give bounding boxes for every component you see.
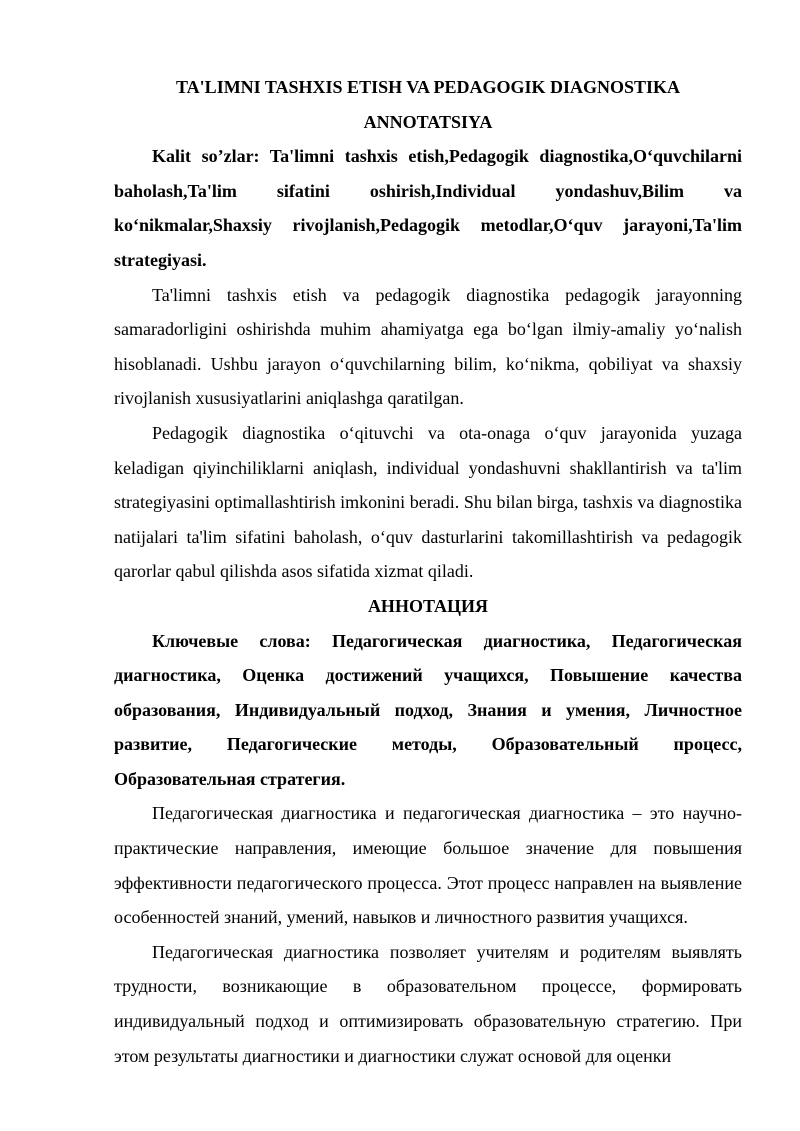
paragraph-uz-2: Pedagogik diagnostika o‘qituvchi va ota-onaga o‘quv jarayonida yuzaga keladigan qiyinchiliklarni aniqlash, individual yondashuvni shakllantirish va ta'lim strategiyasini optimallashtirish imkonini beradi. Shu bilan birga, tashxis va diagnostika natijalari ta'lim sifatini baholash, o‘quv dasturlarini takomillashtirish va pedagogik qarorlar qabul qilishda asos sifatida xizmat qiladi. [114, 422, 742, 582]
paragraph-ru-2: Педагогическая диагностика позволяет учителям и родителям выявлять трудности, возникающие в образовательном процессе, формировать индивидуальный подход и оптимизировать образовательную стратегию. При этом результаты диагностики и диагностики служат основой для оценки [114, 941, 742, 1066]
keywords-ru: Ключевые слова: Педагогическая диагностика, Педагогическая диагностика, Оценка достижений учащихся, Повышение качества образования, Индивидуальный подход, Знания и умения, Личностное развитие, Педагогические методы, Образовательный процесс, Образовательная стратегия. [114, 630, 742, 789]
document-title: TA'LIMNI TASHXIS ETISH VA PEDAGOGIK DIAGNOSTIKA [176, 77, 680, 97]
document-body [114, 70, 742, 1073]
paragraph-uz-1: Ta'limni tashxis etish va pedagogik diagnostika pedagogik jarayonning samaradorligini oshirishda muhim ahamiyatga ega bo‘lgan ilmiy-amaliy yo‘nalish hisoblanadi. Ushbu jarayon o‘quvchilarning bilim, ko‘nikma, qobiliyat va shaxsiy rivojlanish xususiyatlarini aniqlashga qaratilgan. [114, 284, 742, 409]
annotation-heading-ru: АННОТАЦИЯ [367, 595, 489, 616]
keywords-uz: Kalit so’zlar: Ta'limni tashxis etish,Pedagogik diagnostika,O‘quvchilarni baholash,Ta'lim sifatini oshirish,Individual yondashuv,Bilim va ko‘nikmalar,Shaxsiy rivojlanish,Pedagogik metodlar,O‘quv jarayoni,Ta'lim strategiyasi. [114, 146, 742, 270]
paragraph-ru-1: Педагогическая диагностика и педагогическая диагностика – это научно-практические направления, имеющие большое значение для повышения эффективности педагогического процесса. Этот процесс направлен на выявление особенностей знаний, умений, навыков и личностного развития учащихся. [114, 803, 742, 928]
annotation-heading-uz: ANNOTATSIYA [363, 111, 493, 132]
